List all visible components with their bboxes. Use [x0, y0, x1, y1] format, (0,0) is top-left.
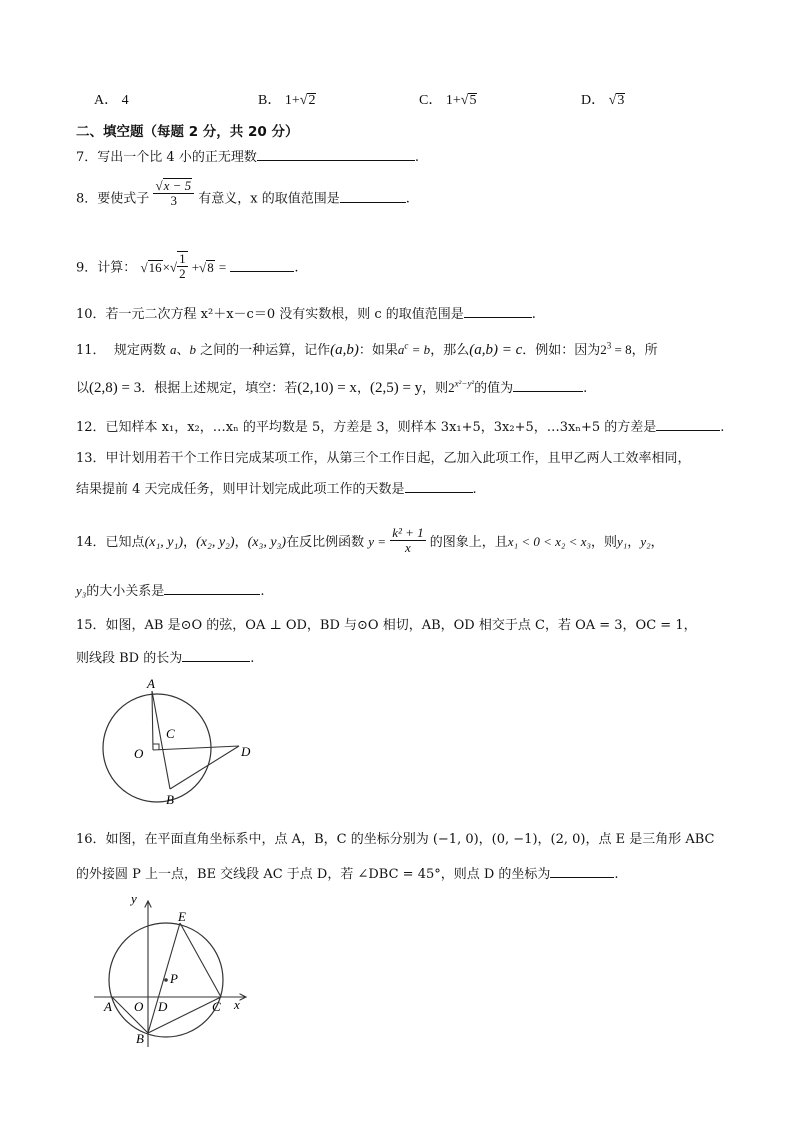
q16-answer-blank[interactable]	[550, 864, 614, 878]
q10-answer-blank[interactable]	[464, 304, 532, 318]
choice-b-pre: 1+	[284, 93, 300, 108]
q13-answer-blank[interactable]	[405, 479, 473, 493]
q16-text-1: 如图，在平面直角坐标系中，点 A，B，C 的坐标分别为 (−1, 0)，(0, −1)，(2, 0)，点 E 是三角形 ABC	[105, 832, 715, 847]
question-16-line-2	[76, 863, 619, 882]
q14-numerator: k² + 1	[392, 525, 424, 540]
q9-numerator: 1	[179, 251, 186, 266]
choice-b-radicand: 2	[308, 93, 316, 108]
choice-d: D． √3	[581, 93, 625, 108]
q11-text-8: 以	[76, 381, 90, 396]
q10-text: 若一元二次方程 x²＋x－c＝0 没有实数根，则 c 的取值范围是	[105, 307, 464, 322]
q7-number: 7．	[76, 150, 98, 165]
fig16-label-p: P	[170, 971, 178, 986]
question-13-line-2	[76, 478, 477, 497]
question-15-line-2	[76, 647, 254, 666]
q9-end: .	[294, 260, 299, 276]
q14-y1: y₁	[617, 534, 628, 549]
question-14-line-1	[76, 525, 664, 557]
q16-text-2: 的外接圆 P 上一点，BE 交线段 AC 于点 D，若 ∠DBC = 45°，则点 D 的坐标为	[76, 867, 551, 882]
q13-end: .	[472, 482, 477, 497]
q15-end: .	[250, 651, 255, 666]
fig16-label-d: D	[158, 999, 168, 1014]
fig15-right-angle-mark	[153, 744, 159, 750]
figure-15-circle-tangent	[84, 672, 274, 812]
q8-radicand: x − 5	[163, 178, 192, 193]
q11-text-2: 、	[176, 343, 190, 358]
choice-b: B． 1+√2	[258, 93, 316, 108]
q13-text-2: 结果提前 4 天完成任务，则甲计划完成此项工作的天数是	[76, 482, 405, 497]
q14-point-1: (x₁, y₁)	[144, 535, 184, 550]
q7-text: 写出一个比 4 小的正无理数	[97, 150, 257, 165]
q14-condition: x₁ < 0 < x₂ < x₃	[507, 534, 591, 549]
figure-16-coordinate-circle	[88, 893, 258, 1053]
q14-point-3: (x₃, y₃)	[247, 535, 287, 550]
q14-text-5: 的大小关系是	[86, 584, 165, 599]
q8-answer-blank[interactable]	[340, 189, 406, 203]
fig15-label-d: D	[241, 744, 251, 759]
question-9: 9．计算： √16×√ $\frac{1}{2}$ +√8 = .	[76, 251, 299, 281]
question-13-line-1	[76, 447, 691, 466]
fig16-label-b: B	[136, 1031, 144, 1046]
q12-text: 已知样本 x₁，x₂，…xₙ 的平均数是 5，方差是 3，则样本 3x₁+5，3x₂+5，…3xₙ+5 的方差是	[105, 420, 657, 435]
q14-text-3: 的图象上，且	[429, 535, 508, 550]
q12-end: .	[720, 420, 725, 435]
q9-times: ×	[162, 259, 170, 275]
choice-c: C． 1+√5	[419, 93, 477, 108]
q11-exp-c: c	[404, 340, 409, 351]
q11-text-7: ，所	[631, 343, 658, 358]
q15-text-1: 如图，AB 是⊙O 的弦，OA ⊥ OD，BD 与⊙O 相切，AB，OD 相交于点 C，若 OA = 3，OC = 1，	[105, 618, 697, 633]
q8-number: 8．	[76, 191, 98, 207]
fig16-label-x: x	[234, 997, 240, 1012]
q9-radicand-2: 8	[207, 259, 214, 275]
q14-y2: y₂	[640, 534, 651, 549]
q11-base: a	[397, 342, 405, 357]
q11-var-b: b	[189, 342, 196, 357]
q11-pair-eq: (a,b) = c	[469, 342, 523, 358]
q14-y-eq: y =	[368, 534, 387, 549]
q16-end: .	[614, 867, 619, 882]
q8-denominator: 3	[170, 193, 178, 208]
q11-var-a: a	[169, 342, 177, 357]
choice-a-value: 4	[121, 93, 129, 108]
q8-pre: 要使式子	[97, 191, 150, 207]
question-11-line-2	[76, 377, 587, 397]
fig15-label-o: O	[134, 746, 144, 761]
q11-text-11: ，则	[422, 381, 449, 396]
q11-number: 11．	[76, 343, 106, 358]
q14-sep-4: ，	[650, 535, 664, 550]
q14-answer-blank[interactable]	[164, 581, 260, 595]
q8-end: .	[405, 191, 410, 207]
choice-c-label: C．	[419, 93, 443, 108]
choice-b-label: B．	[258, 93, 282, 108]
q7-end: .	[414, 150, 419, 165]
q14-y3: y₃	[76, 583, 87, 598]
question-12	[76, 416, 724, 435]
q12-number: 12．	[76, 420, 106, 435]
q9-answer-blank[interactable]	[230, 258, 294, 272]
q11-example-eq: = 8	[611, 342, 632, 357]
q14-number: 14．	[76, 535, 106, 550]
fig16-label-a: A	[104, 999, 112, 1014]
q11-text-10: ，	[356, 381, 370, 396]
fig15-label-b: B	[166, 792, 174, 807]
section-title: 二、填空题（每题 2 分，共 20 分）	[76, 124, 299, 140]
q7-answer-blank[interactable]	[257, 147, 415, 161]
fig16-label-y: y	[131, 893, 137, 906]
fig15-label-a: A	[147, 676, 155, 691]
question-15-line-1	[76, 614, 697, 633]
question-16-line-1	[76, 828, 714, 847]
q11-text-12: 的值为	[474, 381, 514, 396]
q14-text-4: ，则	[590, 535, 617, 550]
q11-power-exp: x²−y²	[454, 378, 475, 389]
q11-text-4: ：如果	[358, 343, 398, 358]
q14-sep-3: ，	[627, 535, 641, 550]
fig16-label-c: C	[212, 999, 221, 1014]
q8-fraction: $\frac{√x - 5}{3}$	[153, 178, 194, 208]
q14-point-2: (x₂, y₂)	[196, 535, 235, 550]
q9-number: 9．	[76, 260, 98, 276]
fig16-center-point	[164, 978, 168, 982]
q11-text-5: ，那么	[430, 343, 470, 358]
q11-text-6: ．例如：因为	[522, 343, 601, 358]
q11-end: .	[583, 381, 588, 396]
q14-end: .	[260, 584, 265, 599]
q13-text-1: 甲计划用若干个工作日完成某项工作，从第三个工作日起，乙加入此项工作，且甲乙两人工效率相同，	[105, 451, 691, 466]
q9-pre: 计算：	[97, 260, 137, 276]
question-10	[76, 303, 536, 322]
q14-text-2: 在反比例函数	[286, 535, 365, 550]
q11-text-3: 之间的一种运算，记作	[200, 343, 331, 358]
fig15-segment-od	[153, 746, 239, 750]
q11-example-exp: 3	[606, 340, 612, 351]
q14-sep-1: ，	[183, 535, 197, 550]
q10-end: .	[531, 307, 536, 322]
q9-denominator: 2	[179, 266, 186, 281]
q14-text-1: 已知点	[105, 535, 145, 550]
q12-answer-blank[interactable]	[656, 417, 720, 431]
q9-radicand-1: 16	[148, 259, 162, 275]
q15-answer-blank[interactable]	[182, 648, 250, 662]
choice-a-label: A．	[94, 93, 119, 108]
q11-text-9: ．根据上述规定，填空：若	[141, 381, 298, 396]
q11-cond-2: (2,5) = y	[369, 380, 423, 396]
q11-eq-b: = b	[408, 342, 431, 357]
q9-fraction	[177, 251, 188, 281]
q14-fraction	[390, 526, 425, 555]
q11-power-base: 2	[448, 380, 455, 395]
q15-text-2: 则线段 BD 的长为	[76, 651, 183, 666]
q11-example-base: 2	[600, 342, 607, 357]
q11-cond-1: (2,10) = x	[297, 380, 357, 396]
choice-c-pre: 1+	[445, 93, 461, 108]
q11-answer-blank[interactable]	[513, 378, 583, 392]
q10-number: 10．	[76, 307, 106, 322]
choice-d-radicand: 3	[617, 93, 625, 108]
q9-equals: =	[218, 259, 227, 275]
q16-number: 16．	[76, 832, 106, 847]
q11-example-pair: (2,8) = 3	[89, 380, 142, 396]
question-14-line-2	[76, 580, 264, 599]
q14-denominator: x	[405, 540, 411, 555]
fig16-label-o: O	[134, 999, 144, 1014]
fig15-label-c: C	[166, 726, 175, 741]
q11-pair: (a,b)	[330, 342, 359, 358]
fig15-segment-oa	[152, 691, 153, 750]
choice-a	[94, 89, 129, 109]
fig16-label-e: E	[178, 909, 186, 924]
question-11-line-1	[76, 339, 658, 359]
q8-mid: 有意义，x 的取值范围是	[198, 191, 340, 207]
question-8	[76, 178, 410, 214]
q13-number: 13．	[76, 451, 106, 466]
q9-plus: +	[191, 259, 200, 275]
q14-sep-2: ，	[234, 535, 248, 550]
q15-number: 15．	[76, 618, 106, 633]
choice-c-radicand: 5	[469, 93, 477, 108]
question-7	[76, 146, 419, 165]
q11-text-1: 规定两数	[113, 343, 166, 358]
fig15-segment-bd	[170, 746, 239, 789]
choice-d-label: D．	[581, 93, 606, 108]
